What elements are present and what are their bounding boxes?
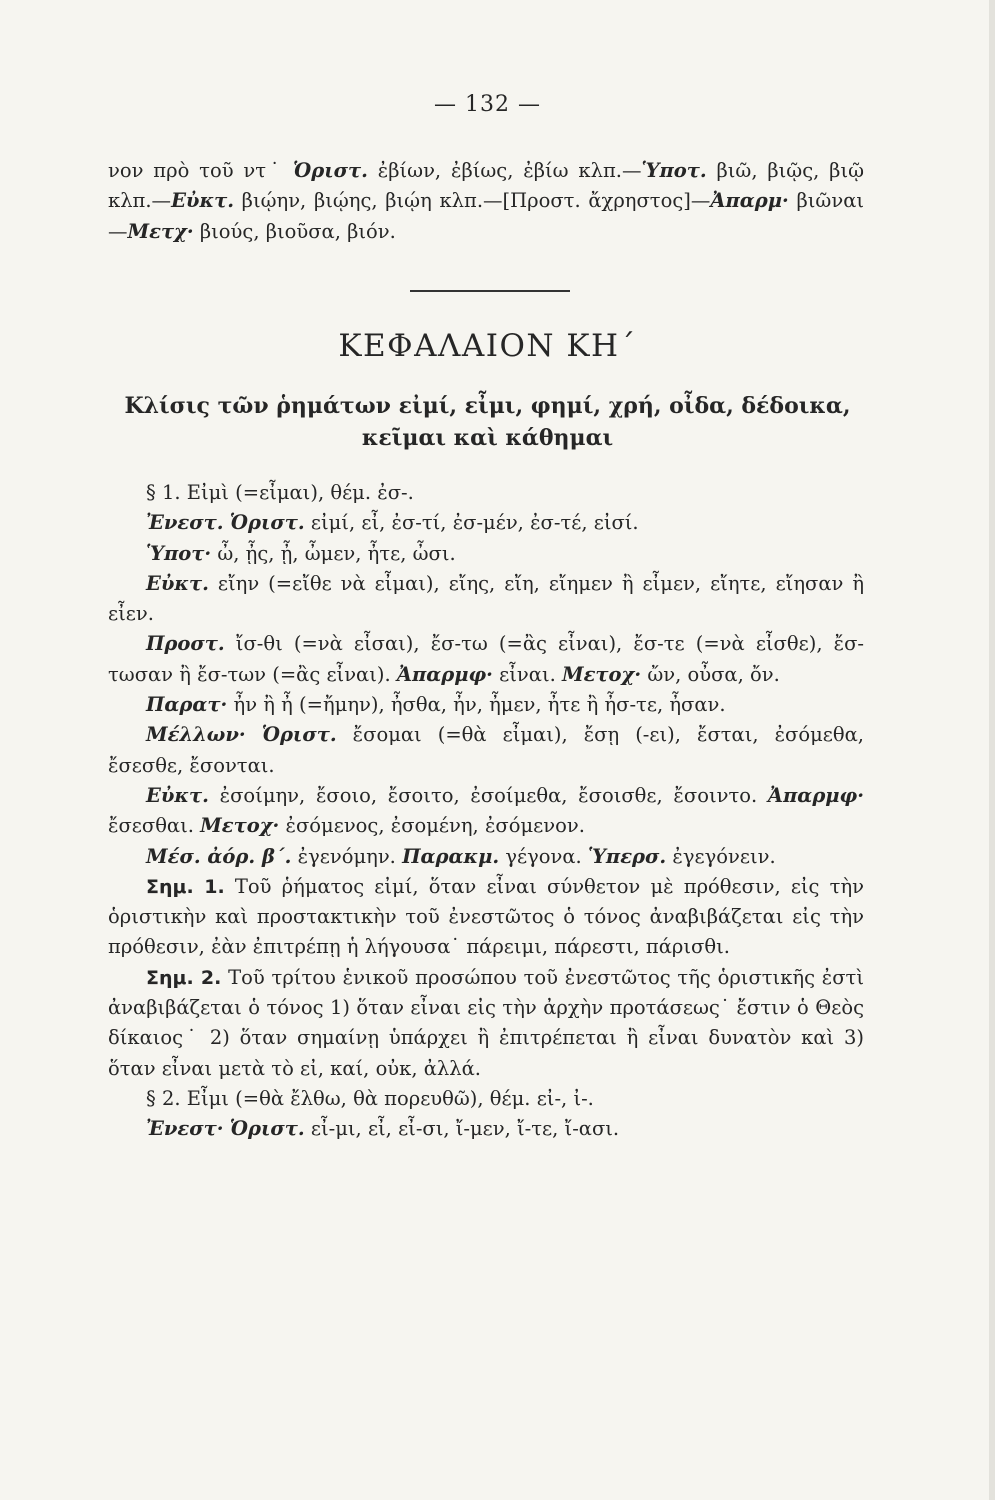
- present-imperative: Προστ. ἴσ-θι (=νὰ εἶσαι), ἔσ-τω (=ἂς εἶναι), ἔσ-τε (=νὰ εἶσθε), ἔσ-τωσαν ἢ ἔσ-των (=ἂς εἶναι). Ἀπαρμφ· εἶναι. Μετοχ· ὤν, οὖσα, ὄν.: [108, 632, 864, 686]
- future-indicative: Μέλλων· Ὁριστ. ἔσομαι (=θὰ εἶμαι), ἔσῃ (-ει), ἔσται, ἐσόμεθα, ἔσεσθε, ἔσονται.: [108, 723, 864, 777]
- page-number: — 132 —: [434, 92, 541, 117]
- imperfect: Παρατ· ἦν ἢ ἦ (=ἤμην), ἦσθα, ἦν, ἦμεν, ἦτε ἢ ἦσ-τε, ἦσαν.: [146, 693, 726, 717]
- present-optative: Εὐκτ. εἴην (=εἴθε νὰ εἶμαι), εἴης, εἴη, εἴημεν ἢ εἶμεν, εἴητε, εἴησαν ἢ εἶεν.: [108, 571, 864, 626]
- section-2-heading: § 2. Εἶμι (=θὰ ἔλθω, θὰ πορευθῶ), θέμ. εἰ-, ἰ-.: [146, 1086, 594, 1110]
- middle-aorist: Μέσ. ἀόρ. β΄. ἐγενόμην. Παρακμ. γέγονα. Ὑπερσ. ἐγεγόνειν.: [146, 844, 776, 868]
- chapter-subtitle: Κλίσις τῶν ῥημάτων εἰμί, εἶμι, φημί, χρή, οἶδα, δέδοικα, κεῖμαι καὶ κάθημαι: [124, 393, 851, 451]
- note-2: Σημ. 2. Τοῦ τρίτου ἑνικοῦ προσώπου τοῦ ἐνεστῶτος τῆς ὁριστικῆς ἐστὶ ἀναβιβάζεται ὁ τόνος 1) ὅταν εἶναι εἰς τὴν ἀρχὴν προτάσεως˙ ἔστιν ὁ Θεὸς δίκαιος˙ 2) ὅταν σημαίνῃ ὑπάρχει ἢ ἐπιτρέπεται ἢ εἶναι δυνατὸν καὶ 3) ὅταν εἶναι μετὰ τὸ εἰ, καί, οὐκ, ἀλλά.: [108, 965, 864, 1080]
- section-1-heading: § 1. Εἰμὶ (=εἶμαι), θέμ. ἐσ-.: [146, 481, 414, 504]
- note-1: Σημ. 1. Τοῦ ῥήματος εἰμί, ὅταν εἶναι σύνθετον μὲ πρόθεσιν, εἰς τὴν ὁριστικὴν καὶ προστακτικὴν τοῦ ἐνεστῶτος ὁ τόνος ἀναβιβάζεται εἰς τὴν πρόθεσιν, ἐὰν ἐπιτρέπῃ ἡ λήγουσα˙ πάρειμι, πάρεστι, πάρισθι.: [108, 874, 864, 959]
- chapter-title: ΚΕΦΑΛΑΙΟΝ ΚΗ΄: [338, 328, 637, 364]
- present-indicative: Ἐνεστ. Ὁριστ. εἰμί, εἶ, ἐσ-τί, ἐσ-μέν, ἐσ-τέ, εἰσί.: [146, 511, 639, 535]
- intro-paragraph: νον πρὸ τοῦ ντ˙ Ὁριστ. ἐβίων, ἐβίως, ἐβίω κλπ.—Ὑποτ. βιῶ, βιῷς, βιῷ κλπ.—Εὐκτ. βιῴην, βιῴης, βιῴη κλπ.—[Προστ. ἄχρηστος]—Ἀπαρμ· βιῶναι—Μετχ· βιούς, βιοῦσα, βιόν.: [108, 159, 865, 243]
- page-edge: [989, 0, 995, 1500]
- present-subjunctive: Ὑποτ· ὦ, ᾖς, ᾖ, ὦμεν, ἦτε, ὦσι.: [146, 541, 456, 565]
- section-2-present: Ἐνεστ· Ὁριστ. εἶ-μι, εἶ, εἶ-σι, ἴ-μεν, ἴ-τε, ἴ-ασι.: [146, 1117, 620, 1141]
- body-text: [108, 478, 864, 1145]
- section-divider: [410, 290, 570, 292]
- future-optative: Εὐκτ. ἐσοίμην, ἔσοιο, ἔσοιτο, ἐσοίμεθα, ἔσοισθε, ἔσοιντο. Ἀπαρμφ· ἔσεσθαι. Μετοχ· ἐσόμενος, ἐσομένη, ἐσόμενον.: [108, 783, 864, 838]
